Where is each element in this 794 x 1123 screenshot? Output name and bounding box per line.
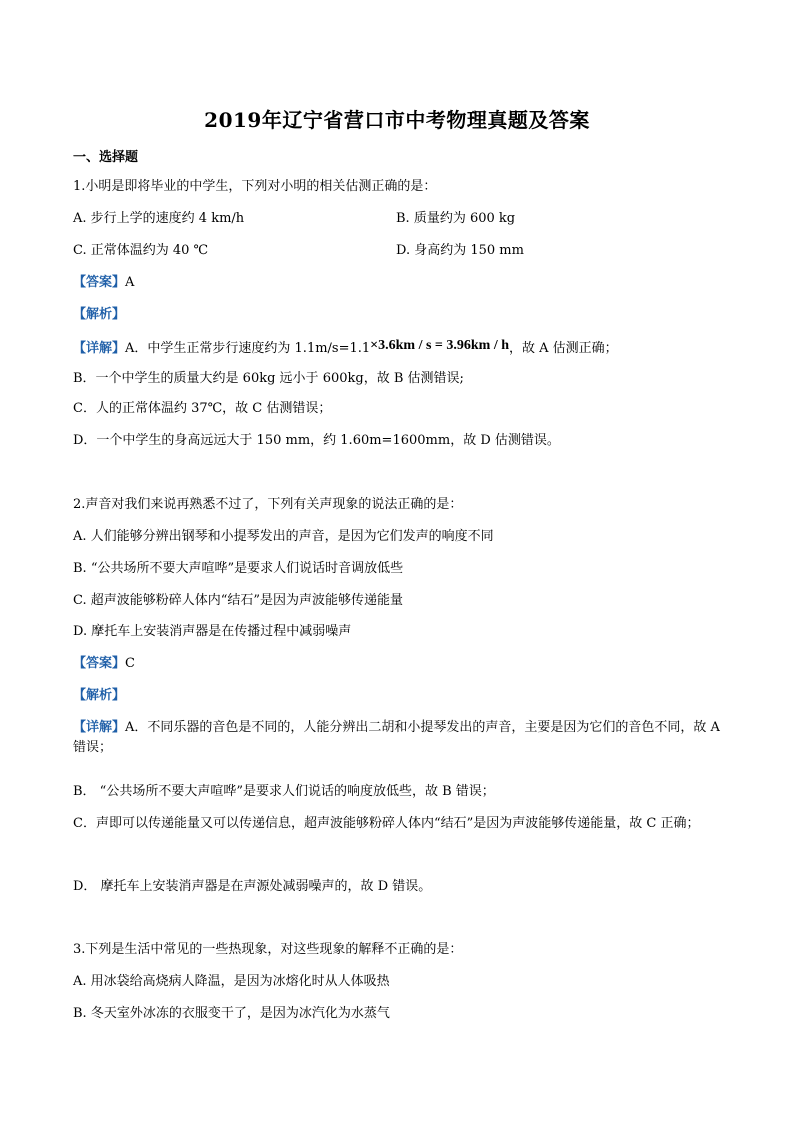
detail-tag: 【详解】 bbox=[73, 341, 126, 356]
q2-answer bbox=[73, 654, 135, 674]
q1-detail-a bbox=[73, 339, 618, 359]
answer-value: C bbox=[125, 656, 135, 671]
q1-detail-b: B．一个中学生的质量大约是 60kg 远小于 600kg，故 B 估测错误; bbox=[73, 371, 464, 386]
q2-option-b: B. “公共场所不要大声喧哗”是要求人们说话时音调放低些 bbox=[73, 561, 404, 576]
q3-option-a: A. 用冰袋给高烧病人降温，是因为冰熔化时从人体吸热 bbox=[73, 974, 390, 989]
formula: ×3.6km / s = 3.96km / h bbox=[370, 338, 510, 353]
q2-stem: 2.声音对我们来说再熟悉不过了，下列有关声现象的说法正确的是： bbox=[73, 497, 463, 512]
detail-tag: 【详解】 bbox=[73, 720, 126, 735]
detail-text: A．不同乐器的音色是不同的，人能分辨出二胡和小提琴发出的声音，主要是因为它们的音色不同，故 A 错误； bbox=[73, 720, 720, 755]
q1-detail-d: D．一个中学生的身高远远大于 150 mm，约 1.60m=1600mm，故 D 估测错误。 bbox=[73, 433, 560, 448]
q2-detail-d: D． 摩托车上安装消声器是在声源处减弱噪声的，故 D 错误。 bbox=[73, 879, 432, 894]
detail-text: A．中学生正常步行速度约为 1.1m/s=1.1 bbox=[125, 341, 371, 356]
q2-detail-b: B． “公共场所不要大声喧哗”是要求人们说话的响度放低些，故 B 错误； bbox=[73, 784, 495, 799]
q2-analysis-tag bbox=[73, 686, 125, 706]
q1-detail-c: C．人的正常体温约 37℃，故 C 估测错误； bbox=[73, 401, 332, 416]
page-title: 2019年辽宁省营口市中考物理真题及答案 bbox=[204, 108, 590, 132]
answer-tag: 【答案】 bbox=[73, 275, 126, 290]
q2-option-a: A. 人们能够分辨出钢琴和小提琴发出的声音，是因为它们发声的响度不同 bbox=[73, 529, 494, 544]
q3-option-b: B. 冬天室外冰冻的衣服变干了，是因为冰汽化为水蒸气 bbox=[73, 1006, 390, 1021]
q1-answer bbox=[73, 273, 134, 293]
q3-stem: 3.下列是生活中常见的一些热现象，对这些现象的解释不正确的是： bbox=[73, 942, 463, 957]
q1-analysis-tag bbox=[73, 305, 125, 325]
q1-stem: 1.小明是即将毕业的中学生，下列对小明的相关估测正确的是： bbox=[73, 179, 437, 194]
answer-value: A bbox=[125, 275, 135, 290]
q1-option-a: A. 步行上学的速度约 4 km/h bbox=[73, 211, 245, 226]
q2-detail-c: C．声即可以传递能量又可以传递信息，超声波能够粉碎人体内“结石”是因为声波能够传递能量，故 C 正确； bbox=[73, 816, 700, 831]
analysis-tag: 【解析】 bbox=[73, 307, 126, 322]
section-heading: 一、选择题 bbox=[73, 150, 139, 165]
detail-text-post: ，故 A 估测正确； bbox=[509, 341, 618, 356]
answer-tag: 【答案】 bbox=[73, 656, 126, 671]
q2-detail-a bbox=[73, 718, 723, 758]
q1-option-b: B. 质量约为 600 kg bbox=[396, 211, 516, 226]
analysis-tag: 【解析】 bbox=[73, 688, 126, 703]
q2-option-c: C. 超声波能够粉碎人体内“结石”是因为声波能够传递能量 bbox=[73, 593, 404, 608]
q1-option-d: D. 身高约为 150 mm bbox=[396, 243, 524, 258]
q2-option-d: D. 摩托车上安装消声器是在传播过程中减弱噪声 bbox=[73, 624, 352, 639]
q1-option-c: C. 正常体温约为 40 ℃ bbox=[73, 243, 209, 258]
